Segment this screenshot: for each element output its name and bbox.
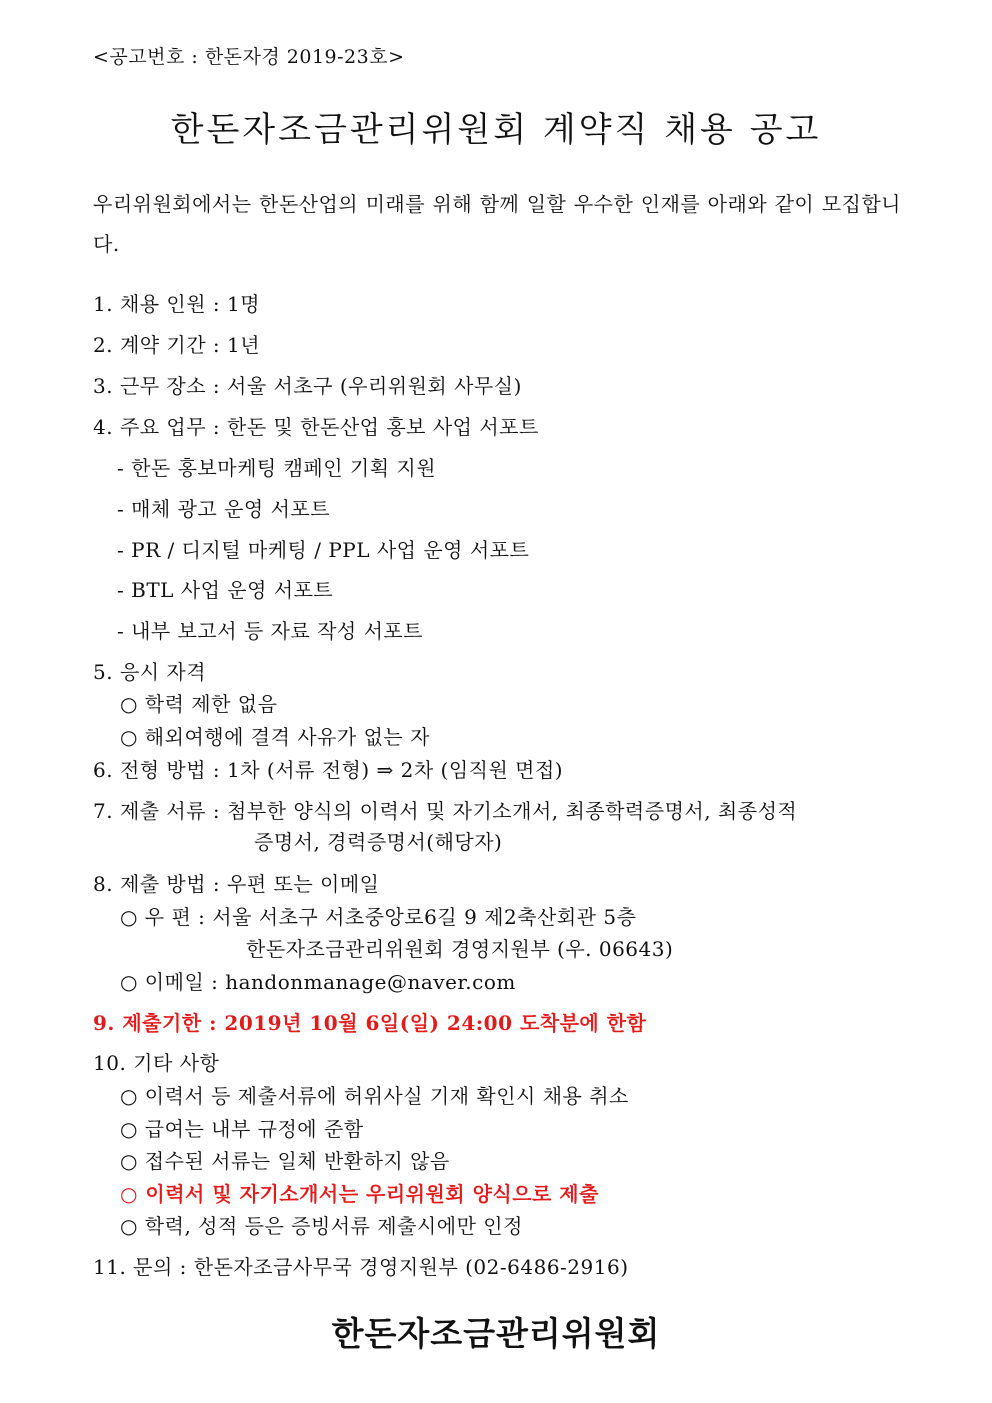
qualification-line: ○ 해외여행에 결격 사유가 없는 자	[120, 725, 430, 749]
duty-line: - 내부 보고서 등 자료 작성 서포트	[117, 619, 424, 643]
item-contract-period: 2. 계약 기간 : 1년	[93, 333, 261, 357]
duty-line: - 한돈 홍보마케팅 캠페인 기획 지원	[117, 456, 437, 480]
qualification-line: ○ 학력 제한 없음	[120, 692, 278, 716]
item-duties-heading: 4. 주요 업무 : 한돈 및 한돈산업 홍보 사업 서포트	[93, 415, 539, 439]
others-line: ○ 급여는 내부 규정에 준함	[120, 1117, 364, 1141]
method-post-address: ○ 우 편 : 서울 서초구 서초중앙로6길 9 제2축산회관 5층	[120, 905, 637, 929]
others-line-highlight: ○ 이력서 및 자기소개서는 우리위원회 양식으로 제출	[120, 1182, 599, 1206]
method-post-recipient: 한돈자조금관리위원회 경영지원부 (우. 06643)	[246, 937, 674, 961]
item-others-heading: 10. 기타 사항	[93, 1051, 220, 1075]
method-email: ○ 이메일 : handonmanage@naver.com	[120, 970, 516, 994]
item-documents-line2: 증명서, 경력증명서(해당자)	[254, 830, 503, 854]
item-headcount: 1. 채용 인원 : 1명	[93, 292, 261, 316]
others-line: ○ 학력, 성적 등은 증빙서류 제출시에만 인정	[120, 1214, 523, 1238]
others-line: ○ 이력서 등 제출서류에 허위사실 기재 확인시 채용 취소	[120, 1084, 629, 1108]
duty-line: - BTL 사업 운영 서포트	[117, 578, 334, 602]
item-method-heading: 8. 제출 방법 : 우편 또는 이메일	[93, 872, 380, 896]
notice-number: <공고번호 : 한돈자경 2019-23호>	[93, 46, 405, 68]
intro-paragraph: 우리위원회에서는 한돈산업의 미래를 위해 함께 일할 우수한 인재를 아래와 같이 모집합니다.	[93, 192, 901, 256]
duty-line: - 매체 광고 운영 서포트	[117, 497, 331, 521]
duty-line: - PR / 디지털 마케팅 / PPL 사업 운영 서포트	[117, 538, 530, 562]
item-deadline: 9. 제출기한 : 2019년 10월 6일(일) 24:00 도착분에 한함	[93, 1011, 647, 1035]
item-documents-line1: 7. 제출 서류 : 첨부한 양식의 이력서 및 자기소개서, 최종학력증명서, 최종성적	[93, 799, 798, 823]
item-work-location: 3. 근무 장소 : 서울 서초구 (우리위원회 사무실)	[93, 374, 522, 398]
item-inquiry: 11. 문의 : 한돈자조금사무국 경영지원부 (02-6486-2916)	[93, 1255, 629, 1279]
item-selection-process: 6. 전형 방법 : 1차 (서류 전형) ⇒ 2차 (임직원 면접)	[93, 758, 564, 782]
organization-name: 한돈자조금관리위원회	[331, 1314, 661, 1353]
item-qualification-heading: 5. 응시 자격	[93, 660, 207, 684]
page-title: 한돈자조금관리위원회 계약직 채용 공고	[170, 110, 822, 150]
others-line: ○ 접수된 서류는 일체 반환하지 않음	[120, 1149, 450, 1173]
